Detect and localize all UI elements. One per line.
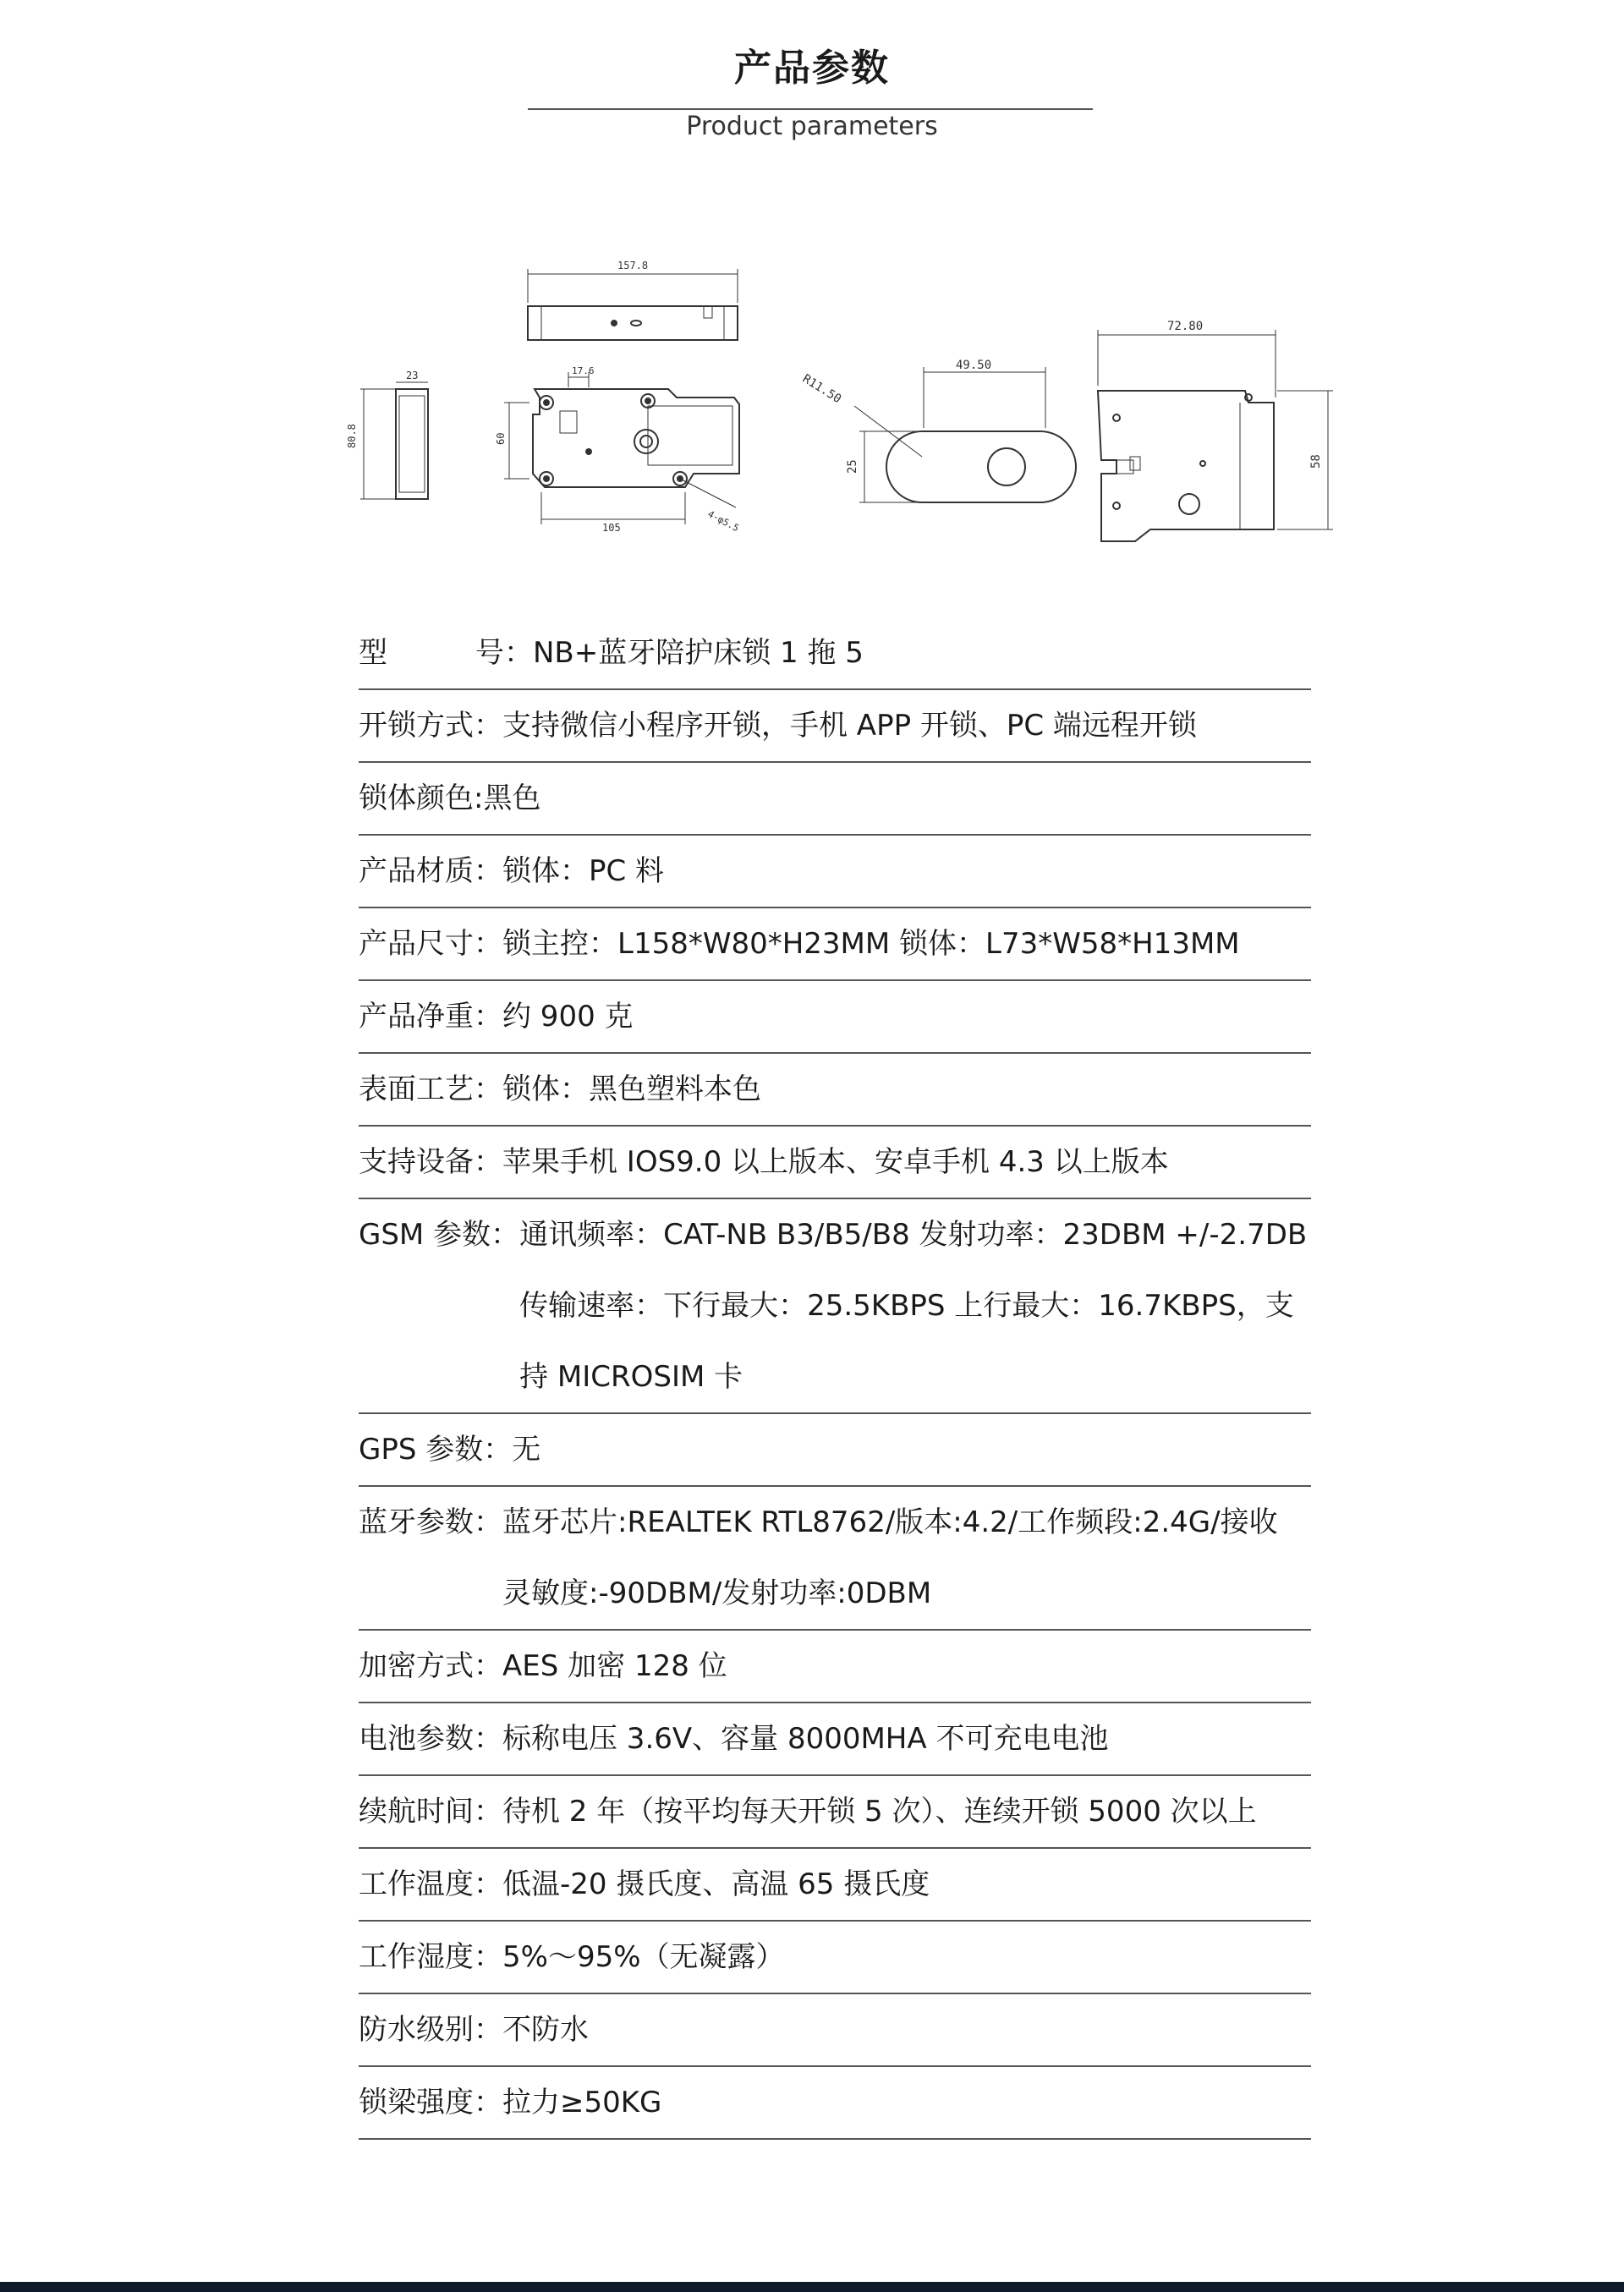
param-row-color — [359, 763, 1311, 836]
param-sep: ： — [474, 709, 502, 743]
param-sep: : — [474, 781, 484, 815]
param-sep: ： — [491, 1218, 520, 1252]
footer-bar — [0, 2282, 1624, 2292]
param-sep: ： — [474, 1795, 502, 1829]
page-title: 产品参数 — [734, 47, 890, 90]
param-value-bluetooth-line1: 蓝牙芯片:REALTEK RTL8762/版本:4.2/工作频段:2.4G/接收 — [502, 1505, 1278, 1539]
param-row-encryption — [359, 1631, 1311, 1703]
param-label-weight: 产品净重 — [359, 1000, 474, 1034]
param-label-waterproof: 防水级别 — [359, 2013, 474, 2047]
param-value-color: 黑色 — [483, 781, 541, 815]
param-sep: ： — [483, 1433, 513, 1467]
param-row-strength — [359, 2067, 1311, 2140]
param-row-size — [359, 908, 1311, 981]
param-row-unlock — [359, 690, 1311, 763]
param-label-encryption: 加密方式 — [359, 1649, 474, 1683]
dim-front-offset: 17.6 — [572, 365, 595, 376]
dim-front-height: 60 — [495, 432, 507, 445]
param-row-battery — [359, 1703, 1311, 1776]
param-row-model — [359, 617, 1311, 690]
param-row-endurance — [359, 1776, 1311, 1849]
param-value-gsm — [519, 1199, 1311, 1412]
param-label-model: 型 号 — [359, 636, 504, 670]
front-view-drawing — [495, 365, 741, 534]
param-value-strength: 拉力≥50KG — [502, 2086, 662, 2119]
param-value-material: 锁体：PC 料 — [502, 854, 665, 888]
param-sep: ： — [474, 1722, 502, 1756]
param-row-bluetooth — [359, 1487, 1311, 1631]
param-value-unlock: 支持微信小程序开锁，手机 APP 开锁、PC 端远程开锁 — [502, 709, 1197, 743]
param-label-gsm: GSM 参数 — [359, 1218, 491, 1252]
param-sep: ： — [474, 2086, 502, 2119]
param-row-humidity — [359, 1922, 1311, 1994]
param-row-material — [359, 836, 1311, 908]
param-label-battery: 电池参数 — [359, 1722, 474, 1756]
side-view-drawing — [346, 370, 428, 499]
param-value-model: NB+蓝牙陪护床锁 1 拖 5 — [533, 636, 864, 670]
dim-bracket-height: 58 — [1309, 454, 1323, 469]
param-label-color: 锁体颜色 — [359, 781, 474, 815]
param-label-material: 产品材质 — [359, 854, 474, 888]
dim-front-width: 105 — [602, 522, 621, 534]
oval-view-drawing — [800, 359, 1076, 502]
param-value-gsm-line3: 持 MICROSIM 卡 — [519, 1360, 743, 1394]
param-sep: ： — [474, 1072, 502, 1106]
param-label-humidity: 工作湿度 — [359, 1940, 474, 1974]
param-value-humidity: 5%～95%（无凝露） — [502, 1940, 785, 1974]
top-view-drawing — [528, 260, 738, 340]
param-value-gps: 无 — [512, 1433, 541, 1467]
param-value-battery: 标称电压 3.6V、容量 8000MHA 不可充电电池 — [502, 1722, 1109, 1756]
technical-drawing — [338, 245, 1353, 550]
param-label-temperature: 工作温度 — [359, 1867, 474, 1901]
param-row-gsm — [359, 1199, 1311, 1414]
param-label-unlock: 开锁方式 — [359, 709, 474, 743]
param-sep: ： — [474, 854, 502, 888]
param-value-bluetooth-line2: 灵敏度:-90DBM/发射功率:0DBM — [502, 1576, 932, 1610]
param-sep: ： — [474, 1649, 502, 1683]
param-sep: ： — [474, 1145, 502, 1179]
param-row-gps — [359, 1414, 1311, 1487]
param-value-encryption: AES 加密 128 位 — [502, 1649, 727, 1683]
param-sep: ： — [474, 2013, 502, 2047]
param-value-temperature: 低温-20 摄氏度、高温 65 摄氏度 — [502, 1867, 930, 1901]
param-value-weight: 约 900 克 — [502, 1000, 634, 1034]
param-sep: ： — [474, 1867, 502, 1901]
param-row-temperature — [359, 1849, 1311, 1922]
dim-oval-height: 25 — [846, 459, 859, 474]
param-value-endurance: 待机 2 年（按平均每天开锁 5 次）、连续开锁 5000 次以上 — [502, 1795, 1257, 1829]
param-label-surface: 表面工艺 — [359, 1072, 474, 1106]
title-divider — [528, 108, 1093, 110]
param-value-waterproof: 不防水 — [502, 2013, 589, 2047]
param-sep: ： — [474, 1940, 502, 1974]
param-row-waterproof — [359, 1994, 1311, 2067]
param-sep: ： — [504, 636, 533, 670]
param-value-bluetooth — [502, 1487, 1311, 1629]
bracket-view-drawing — [1098, 320, 1333, 541]
param-label-size: 产品尺寸 — [359, 927, 474, 961]
param-label-bluetooth: 蓝牙参数 — [359, 1505, 474, 1539]
param-value-gsm-line2: 传输速率：下行最大：25.5KBPS 上行最大：16.7KBPS，支 — [519, 1289, 1294, 1323]
param-value-surface: 锁体：黑色塑料本色 — [502, 1072, 761, 1106]
param-row-weight — [359, 981, 1311, 1054]
dim-side-height: 80.8 — [346, 424, 358, 448]
param-value-size: 锁主控：L158*W80*H23MM 锁体：L73*W58*H13MM — [502, 927, 1240, 961]
dim-bracket-width: 72.80 — [1167, 320, 1204, 333]
param-value-devices: 苹果手机 IOS9.0 以上版本、安卓手机 4.3 以上版本 — [502, 1145, 1169, 1179]
param-value-gsm-line1: 通讯频率：CAT-NB B3/B5/B8 发射功率：23DBM +/-2.7DB — [519, 1218, 1308, 1252]
page-subtitle: Product parameters — [686, 112, 938, 141]
dim-top-length: 157.8 — [617, 260, 649, 271]
param-label-devices: 支持设备 — [359, 1145, 474, 1179]
dim-oval-length: 49.50 — [956, 359, 992, 372]
dim-hole-note: 4-φ5.5 — [705, 508, 741, 535]
param-sep: ： — [474, 1505, 502, 1539]
param-row-devices — [359, 1127, 1311, 1199]
param-label-endurance: 续航时间 — [359, 1795, 474, 1829]
dim-side-width: 23 — [406, 370, 419, 381]
param-row-surface — [359, 1054, 1311, 1127]
parameter-list — [359, 617, 1311, 2140]
param-sep: ： — [474, 927, 502, 961]
param-label-gps: GPS 参数 — [359, 1433, 484, 1467]
param-sep: ： — [474, 1000, 502, 1034]
param-label-strength: 锁梁强度 — [359, 2086, 474, 2119]
dim-radius: R11.50 — [799, 371, 844, 407]
